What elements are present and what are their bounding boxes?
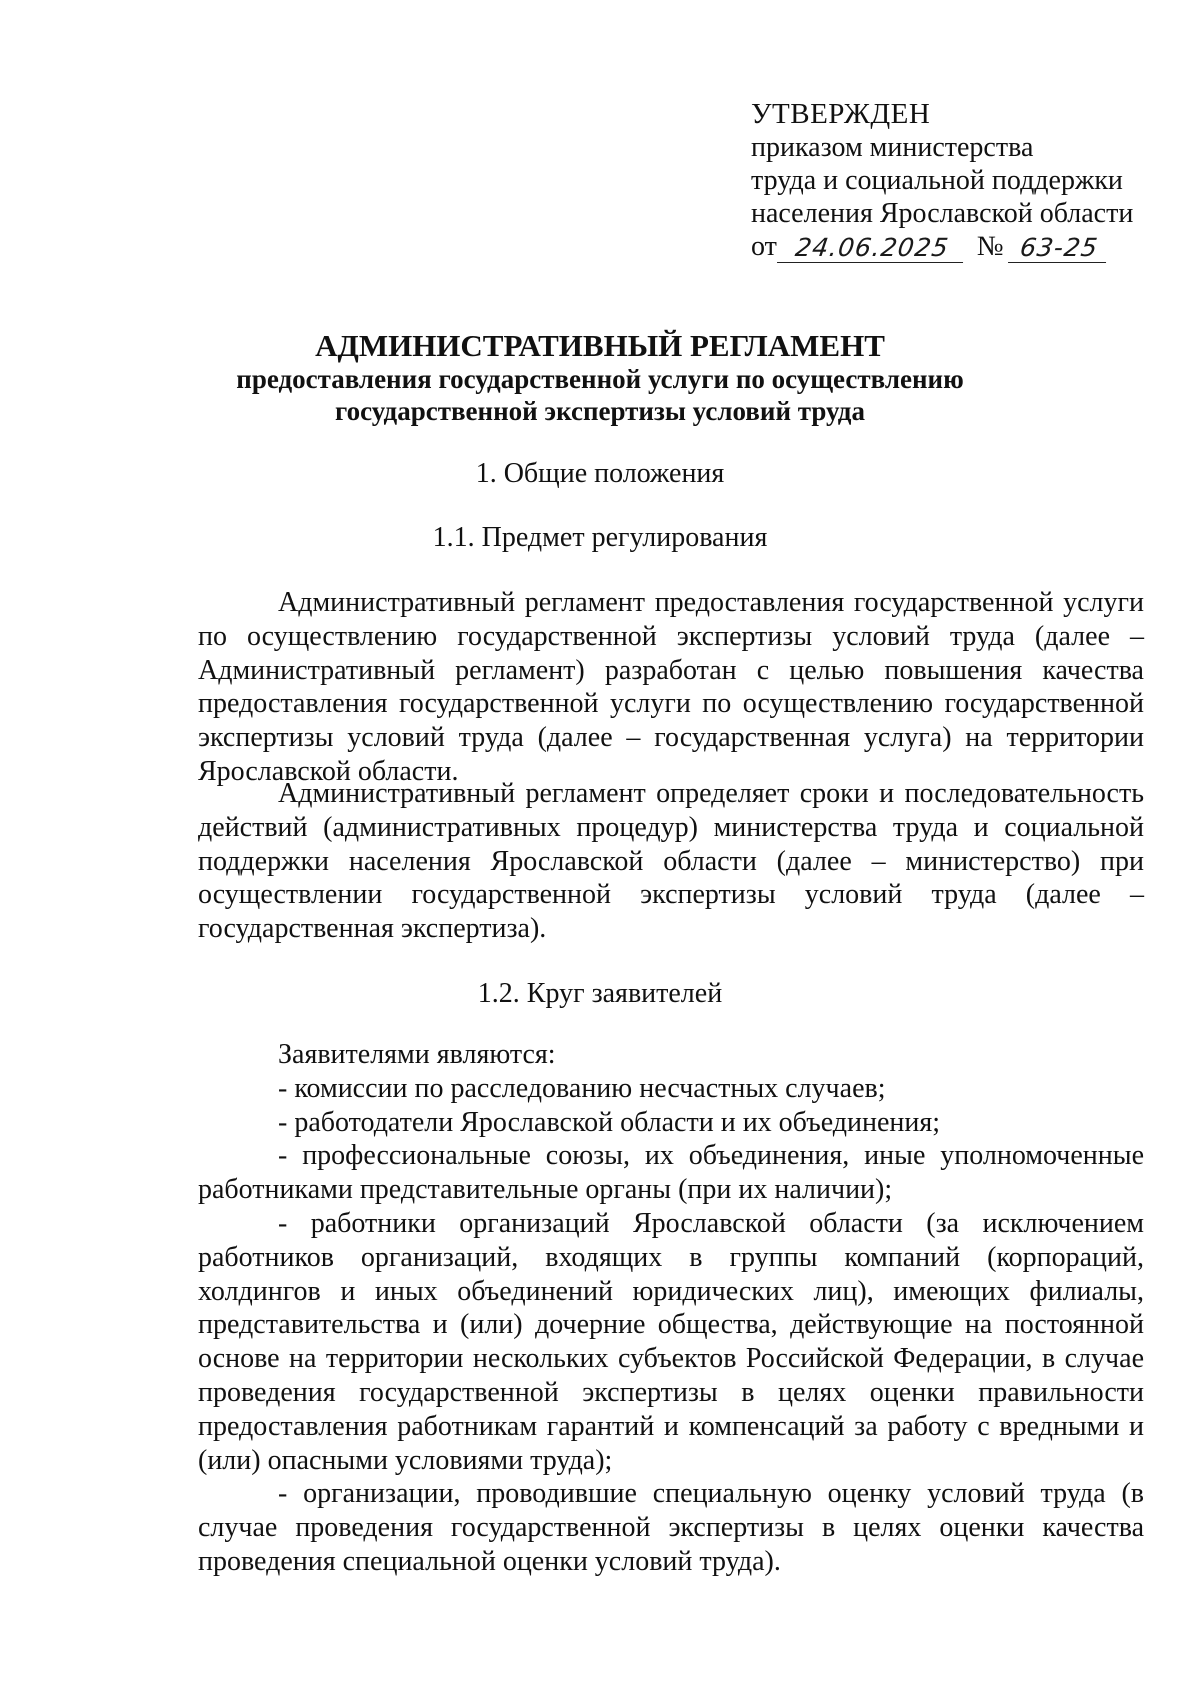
list-item: - комиссии по расследованию несчастных случаев; bbox=[278, 1072, 886, 1104]
paragraph-purpose: Административный регламент предоставления государственной услуги по осуществлению государственной экспертизы условий труда (далее – Административный регламент) разработан с целью повышения качества предоставления государственной услуги по осуществлению государственной экспертизы условий труда (далее – государственная услуга) на территории Ярославской области. bbox=[198, 587, 1144, 787]
list-item: - организации, проводившие специальную оценку условий труда (в случае проведения государственной экспертизы в целях оценки качества проведения специальной оценки условий труда). bbox=[198, 1478, 1144, 1577]
section-heading-general: 1. Общие положения bbox=[475, 458, 725, 489]
date-prefix: от bbox=[751, 231, 777, 262]
list-item: - работодатели Ярославской области и их объединения; bbox=[278, 1106, 941, 1138]
approval-block bbox=[751, 98, 1191, 263]
paragraph-scope: Административный регламент определяет сроки и последовательность действий (административных процедур) министерства труда и социальной поддержки населения Ярославской области (далее – министерство) при осуществлении государственной экспертизы условий труда (далее – государственная экспертиза). bbox=[198, 778, 1144, 945]
section-heading-applicants: 1.2. Круг заявителей bbox=[477, 978, 723, 1009]
section-heading-subject: 1.1. Предмет регулирования bbox=[432, 522, 768, 553]
applicants-list bbox=[198, 1038, 1144, 1579]
document-subtitle-line-2: государственной экспертизы условий труда bbox=[335, 396, 865, 426]
number-prefix: № bbox=[976, 231, 1004, 262]
order-reference bbox=[751, 230, 1191, 263]
approval-line-2: труда и социальной поддержки bbox=[751, 165, 1123, 196]
list-item: - профессиональные союзы, их объединения, иные уполномоченные работниками представительные органы (при их наличии); bbox=[198, 1140, 1144, 1206]
document-title: АДМИНИСТРАТИВНЫЙ РЕГЛАМЕНТ bbox=[315, 328, 885, 363]
handwritten-date: 24.06.2025 bbox=[777, 234, 967, 263]
approval-title: УТВЕРЖДЕН bbox=[751, 98, 931, 130]
approval-line-3: населения Ярославской области bbox=[751, 198, 1134, 229]
applicants-intro: Заявителями являются: bbox=[278, 1039, 556, 1070]
approval-line-1: приказом министерства bbox=[751, 132, 1034, 163]
list-item: - работники организаций Ярославской области (за исключением работников организаций, входящих в группы компаний (корпораций, холдингов и иных объединений юридических лиц), имеющих филиалы, представительства и (или) дочерние общества, действующие на постоянной основе на территории нескольких субъектов Российской Федерации, в случае проведения государственной экспертизы в целях оценки правильности предоставления работникам гарантий и компенсаций за работу с вредными и (или) опасными условиями труда); bbox=[198, 1207, 1144, 1476]
handwritten-number: 63-25 bbox=[1008, 234, 1110, 263]
document-subtitle-line-1: предоставления государственной услуги по осуществлению bbox=[236, 364, 964, 394]
